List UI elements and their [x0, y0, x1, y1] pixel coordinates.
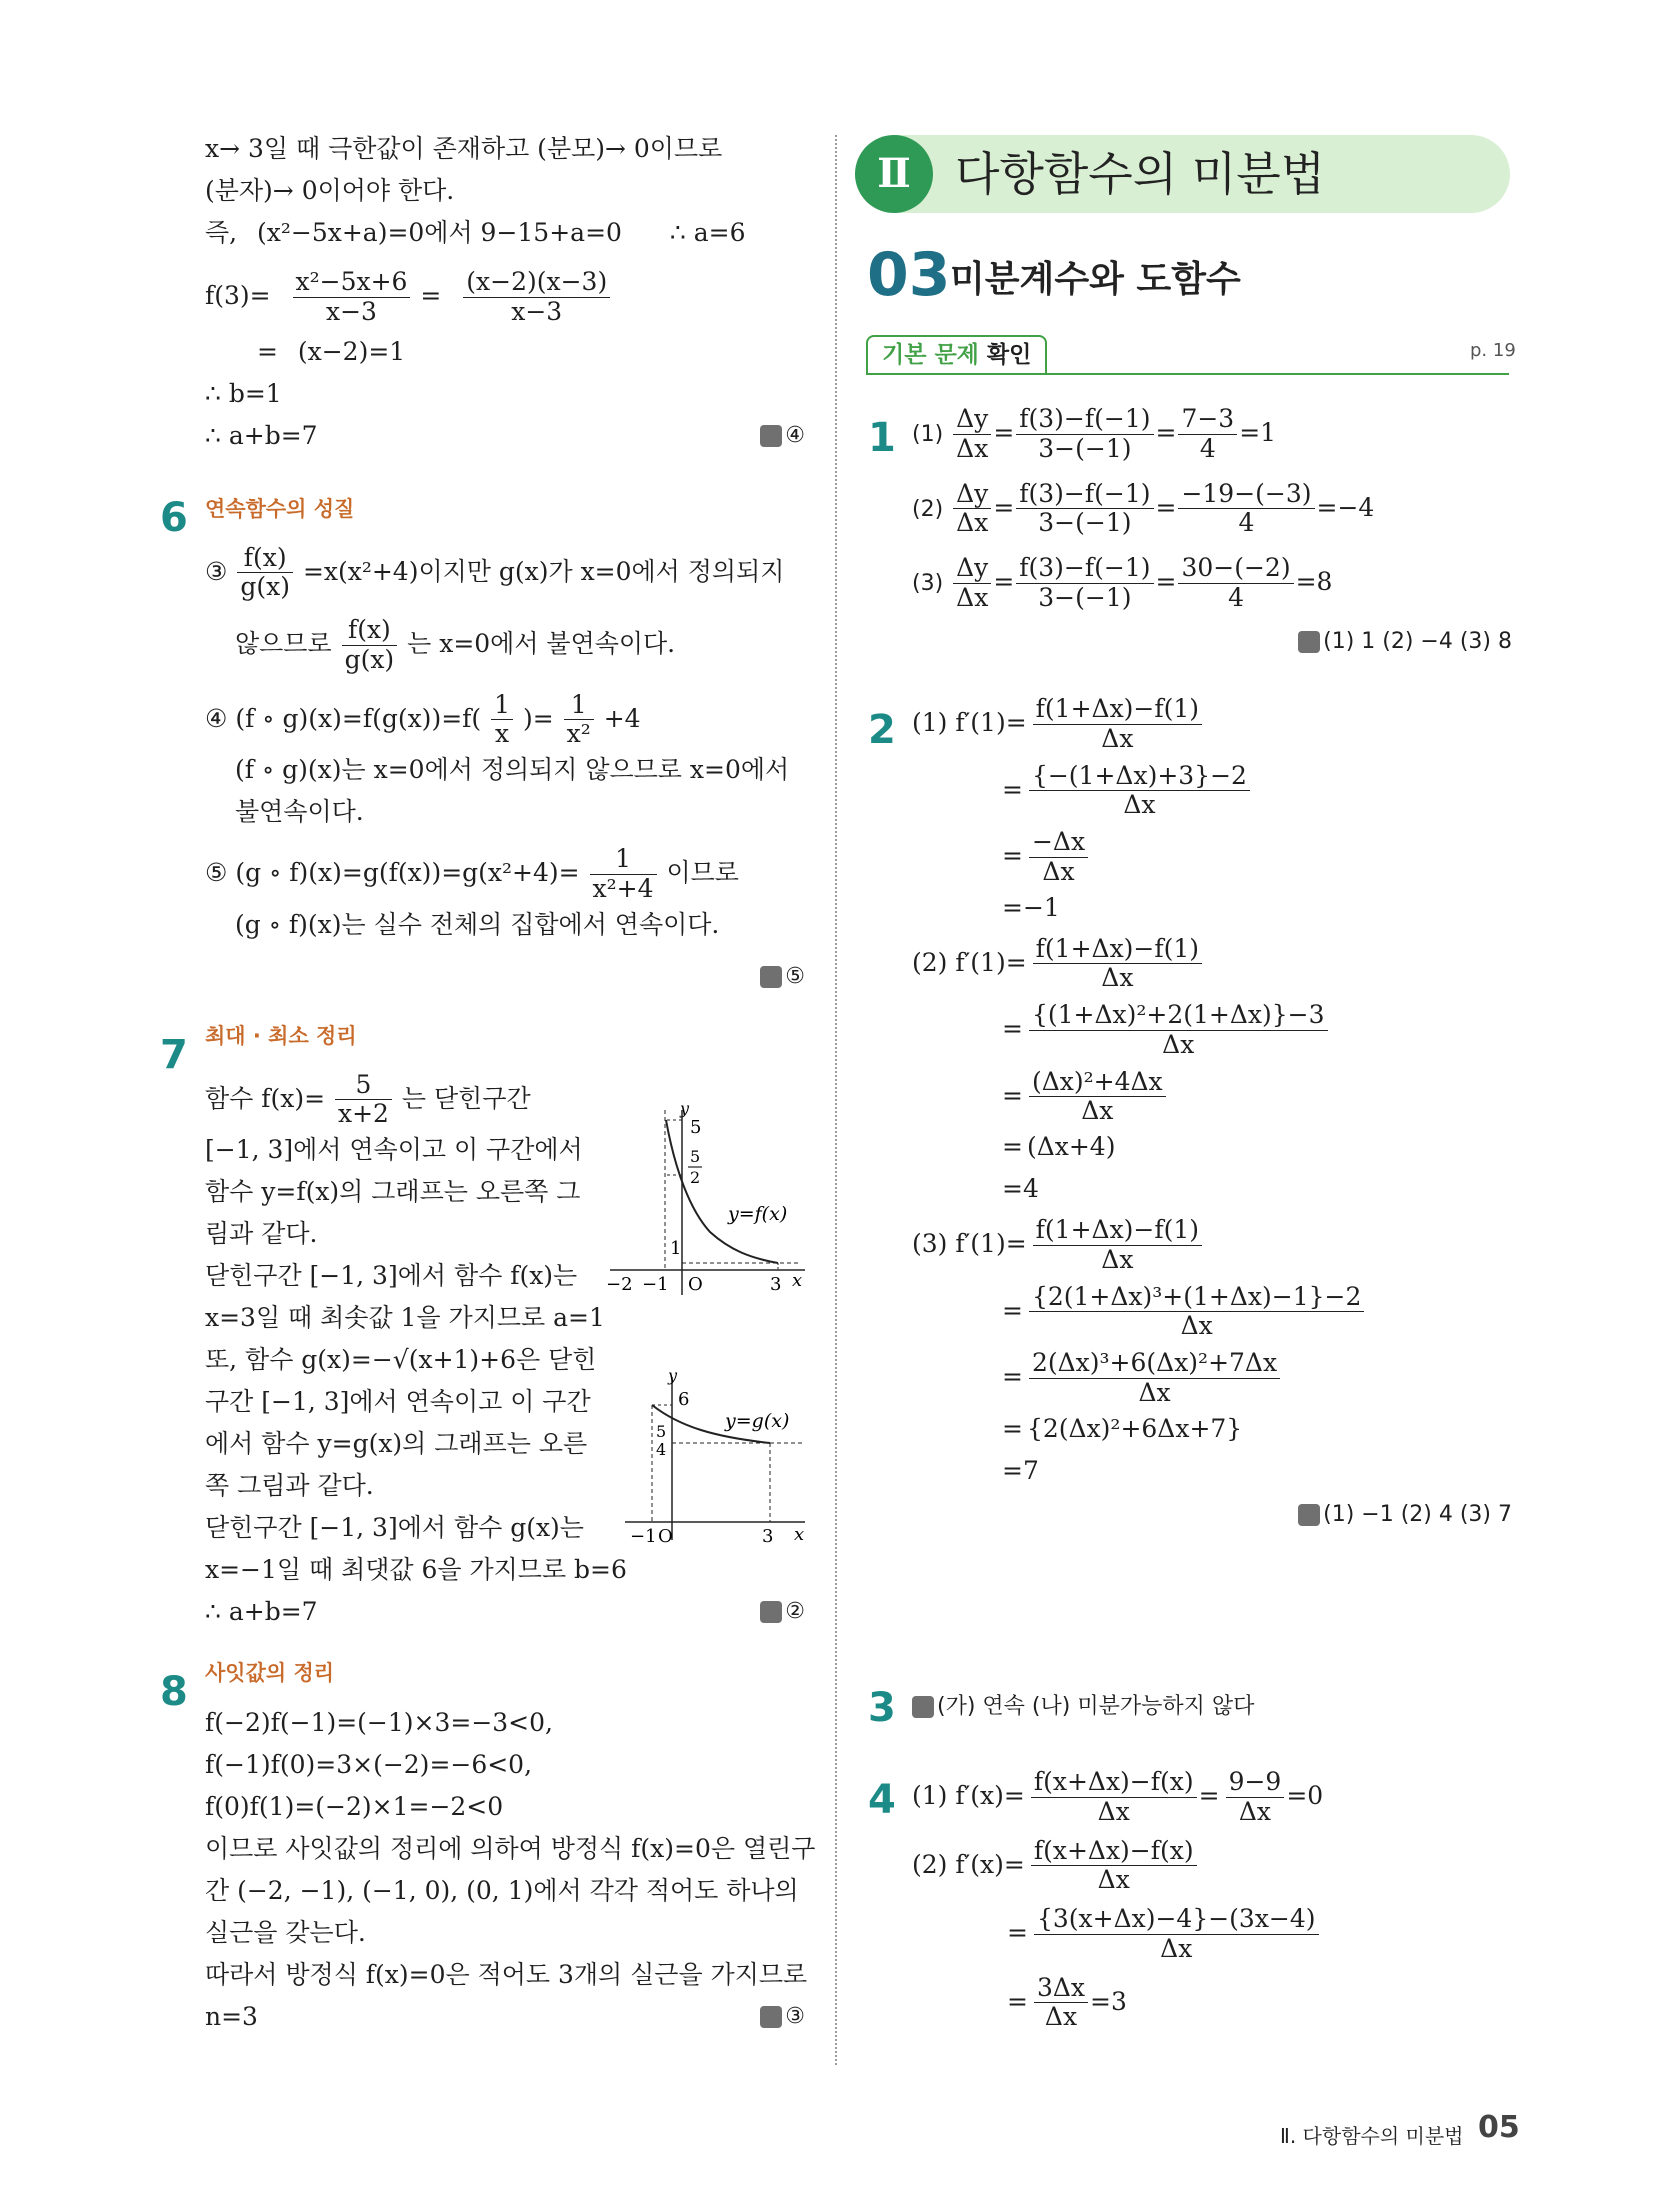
fraction: $\frac{f(x+\Delta x)-f(x)}{\Delta x}$	[1031, 1768, 1197, 1827]
fraction: $\frac{1}{\text{x²+4}}$	[590, 845, 657, 904]
p7-l6: x=3일 때 최솟값 1을 가지므로 a=1	[205, 1303, 605, 1332]
p2-b3: = $\frac{\text{(Δx)²+4Δx}}{\Delta x}$	[912, 1068, 1512, 1127]
fraction: $\frac{\Delta y}{\Delta x}$	[953, 480, 991, 539]
p7-l5: 닫힌구간 [−1, 3]에서 함수 f(x)는	[205, 1261, 578, 1290]
p6-c5: ⑤ (g ∘ f)(x)=g(f(x))=g(x²+4)= $\frac{1}{\text{x²+4}}$ 이므로	[205, 844, 739, 903]
fraction: $\frac{-19-(-3)}{4}$	[1178, 480, 1314, 539]
p4-a: (1) f′(x)= $\frac{f(x+\Delta x)-f(x)}{\Delta x}$ = $\frac{9-9}{\Delta x}$ =0	[912, 1767, 1324, 1826]
p2-c2: = $\frac{\text{\{2(1+Δx)³+(1+Δx)−1\}−2}}{\Delta x}$	[912, 1283, 1512, 1342]
y-label: y	[680, 1100, 690, 1118]
p5-prefix: 즉,	[205, 218, 238, 247]
p7-l1: 함수 f(x)= $\frac{5}{x+2}$ 는 닫힌구간	[205, 1069, 531, 1129]
p1-r3: (3) $\frac{\Delta y}{\Delta x}$ = $\frac{f(3)-f(-1)}{3-(-1)}$ = $\frac{30-(-2)}{4}$ =8	[912, 553, 1333, 612]
p5-line3	[205, 212, 805, 254]
answer-8: ③	[760, 1996, 805, 2038]
badge-part2: 확인	[986, 342, 1032, 368]
tick-3: 3	[770, 1274, 782, 1295]
basic-problem-badge	[866, 335, 1047, 373]
fraction: $\frac{\Delta y}{\Delta x}$	[953, 554, 991, 613]
p7-l8: 구간 [−1, 3]에서 연속이고 이 구간	[205, 1387, 591, 1416]
chapter-number: Ⅱ	[855, 135, 933, 213]
tick-minus-1: −1	[630, 1526, 657, 1547]
answer-6: ⑤	[205, 954, 805, 998]
p8-title: 사잇값의 정리	[205, 1661, 335, 1685]
p3-answer: (가) 연속 (나) 미분가능하지 않다	[912, 1684, 1512, 1728]
answer-icon	[760, 2006, 782, 2028]
fraction: $\frac{f(x)}{g(x)}$	[342, 616, 398, 675]
tick-4: 4	[656, 1440, 667, 1459]
p2-b1: (2) f′(1)= $\frac{f(1+\Delta x)-f(1)}{\Delta x}$	[912, 935, 1512, 994]
problem-number-3: 3	[868, 1685, 896, 1731]
tick-1: 1	[670, 1238, 682, 1259]
graph-f	[600, 1100, 810, 1300]
fraction: $\frac{f(3)-f(-1)}{3-(-1)}$	[1016, 554, 1153, 613]
p4-b1: (2) f′(x)= $\frac{f(x+\Delta x)-f(x)}{\Delta x}$	[912, 1837, 1512, 1896]
problem-number-4: 4	[868, 1777, 896, 1823]
fraction: $\frac{1}{\text{x²}}$	[564, 691, 594, 750]
p4-b2: = $\frac{\{3(x+\Delta x)-4\}-(3x-4)}{\Delta x}$	[912, 1905, 1512, 1964]
tick-3: 3	[762, 1526, 774, 1547]
p2-c1: (3) f′(1)= $\frac{f(1+\Delta x)-f(1)}{\Delta x}$	[912, 1216, 1512, 1275]
p7-l12: x=−1일 때 최댓값 6을 가지므로 b=6	[205, 1555, 627, 1584]
p7-l2: [−1, 3]에서 연속이고 이 구간에서	[205, 1135, 583, 1164]
answer-5: ④	[760, 415, 805, 457]
tick-5-2-den: 2	[690, 1168, 701, 1187]
curve-label-f: y=f(x)	[728, 1203, 788, 1225]
answer-icon	[912, 1696, 934, 1718]
fraction: $\frac{f(3)-f(-1)}{3-(-1)}$	[1016, 405, 1153, 464]
x-label: x	[794, 1524, 805, 1545]
p5-ab: ∴ a+b=7 ④	[205, 415, 805, 457]
footer-chapter: Ⅱ. 다항함수의 미분법	[1280, 2124, 1464, 2148]
problem-number-2: 2	[868, 707, 896, 753]
page-number: 05	[1478, 2110, 1520, 2145]
tick-minus-1: −1	[642, 1274, 669, 1295]
p5-line2: (분자)→ 0이어야 한다.	[205, 176, 455, 205]
problem-2	[912, 695, 1512, 1536]
p6-c4e: (f ∘ g)(x)는 x=0에서 정의되지 않으므로 x=0에서	[235, 755, 790, 784]
chapter-title: 다항함수의 미분법	[955, 147, 1326, 201]
p2-b4: = (Δx+4)	[1002, 1132, 1116, 1161]
fraction: $\frac{\text{(Δx)²+4Δx}}{\Delta x}$	[1029, 1068, 1166, 1127]
problem-number-1: 1	[868, 415, 896, 461]
fraction: $\frac{-\Delta x}{\Delta x}$	[1029, 828, 1088, 887]
fraction: $\frac{\text{x²−5x+6}}{x-3}$	[293, 268, 411, 327]
answer-icon	[760, 425, 782, 447]
p6-c3: ③ $\frac{f(x)}{g(x)}$ =x(x²+4)이지만 g(x)가 x=0에서 정의되지	[205, 542, 785, 602]
p1-r1: (1) $\frac{\Delta y}{\Delta x}$ = $\frac{f(3)-f(-1)}{3-(-1)}$ = $\frac{7-3}{4}$ =1	[912, 404, 1277, 463]
p6-c4: ④ (f ∘ g)(x)=f(g(x))=f( $\frac{1}{x}$ )= $\frac{1}{\text{x²}}$ +4	[205, 689, 641, 749]
fraction: $\frac{\{3(x+\Delta x)-4\}-(3x-4)}{\Delta x}$	[1034, 1905, 1319, 1964]
fraction: $\frac{f(1+\Delta x)-f(1)}{\Delta x}$	[1033, 935, 1202, 994]
p7-l10: 쪽 그림과 같다.	[205, 1471, 374, 1500]
p7-header	[205, 1014, 805, 1057]
curve-label-g: y=g(x)	[725, 1410, 790, 1432]
p7-l11: 닫힌구간 [−1, 3]에서 함수 g(x)는	[205, 1513, 584, 1542]
left-column	[205, 128, 816, 2038]
p7-l4: 림과 같다.	[205, 1219, 318, 1248]
p5-eq: (x²−5x+a)=0에서 9−15+a=0	[257, 218, 622, 247]
answer-icon	[760, 966, 782, 988]
problem-number-7: 7	[160, 1032, 188, 1078]
answer-icon	[1298, 1504, 1320, 1526]
p2-a1: (1) f′(1)= $\frac{f(1+\Delta x)-f(1)}{\Delta x}$	[912, 695, 1512, 754]
fraction: $\frac{f(x+\Delta x)-f(x)}{\Delta x}$	[1031, 1837, 1197, 1896]
p8-l4: 이므로 사잇값의 정리에 의하여 방정식 f(x)=0은 열린구	[205, 1834, 816, 1863]
problem-1	[912, 405, 1512, 663]
p2-b2: = $\frac{\text{\{(1+Δx)²+2(1+Δx)\}−3}}{\Delta x}$	[912, 1001, 1512, 1060]
p2-c3: = $\frac{\text{2(Δx)³+6(Δx)²+7Δx}}{\Delta x}$	[912, 1349, 1512, 1408]
p8-l2: f(−1)f(0)=3×(−2)=−6<0,	[205, 1750, 533, 1779]
tick-5: 5	[656, 1422, 667, 1441]
p7-l7: 또, 함수 g(x)=−√(x+1)+6은 닫힌	[205, 1345, 597, 1374]
page-reference: p. 19	[1470, 340, 1516, 361]
p5-line4: f(3)= $\frac{\text{x²−5x+6}}{x-3}$ = $\frac{(x-2)(x-3)}{x-3}$	[205, 268, 805, 327]
problem-4	[912, 1768, 1512, 2032]
p7-l13: ∴ a+b=7 ②	[205, 1591, 805, 1633]
tick-5: 5	[690, 1117, 702, 1138]
fraction: $\frac{5}{x+2}$	[335, 1071, 392, 1130]
y-label: y	[668, 1366, 678, 1385]
p8-l3: f(0)f(1)=(−2)×1=−2<0	[205, 1792, 504, 1821]
p6-title: 연속함수의 성질	[205, 496, 355, 521]
fraction: $\frac{f(3)-f(-1)}{3-(-1)}$	[1016, 480, 1153, 539]
p6-c3b: 않으므로 $\frac{f(x)}{g(x)}$ 는 x=0에서 불연속이다.	[235, 615, 676, 674]
fraction: $\frac{3\Delta x}{\Delta x}$	[1034, 1974, 1088, 2033]
problem-number-8: 8	[160, 1669, 188, 1715]
p4-b3: = $\frac{3\Delta x}{\Delta x}$ =3	[1007, 1972, 1127, 2032]
fraction: $\frac{f(1+\Delta x)-f(1)}{\Delta x}$	[1033, 695, 1202, 754]
fraction: $\frac{30-(-2)}{4}$	[1178, 554, 1293, 613]
fraction: $\frac{7-3}{4}$	[1178, 405, 1237, 464]
answer-2: (1) −1 (2) 4 (3) 7	[912, 1492, 1512, 1536]
problem-3	[912, 1684, 1512, 1728]
fraction: $\frac{\text{\{(1+Δx)²+2(1+Δx)\}−3}}{\Delta x}$	[1029, 1001, 1328, 1060]
p7-title: 최대 · 최소 정리	[205, 1023, 357, 1048]
fraction: $\frac{\Delta y}{\Delta x}$	[953, 405, 991, 464]
p6-c4f: 불연속이다.	[235, 797, 364, 826]
p8-l1: f(−2)f(−1)=(−1)×3=−3<0,	[205, 1708, 553, 1737]
origin: O	[658, 1526, 673, 1547]
p2-c5: =7	[1002, 1455, 1039, 1485]
p2-a3: = $\frac{-\Delta x}{\Delta x}$	[912, 828, 1512, 887]
column-divider	[835, 135, 837, 2065]
section-rule	[866, 373, 1509, 375]
tick-5-2-num: 5	[690, 1147, 701, 1166]
fraction: $\frac{\{-(1+\Delta x)+3\}-2}{\Delta x}$	[1029, 762, 1250, 821]
p7-l9: 에서 함수 y=g(x)의 그래프는 오른	[205, 1429, 588, 1458]
x-label: x	[792, 1270, 803, 1291]
p2-b5: =4	[1002, 1174, 1039, 1203]
p6-header	[205, 487, 805, 530]
section-title: 미분계수와 도함수	[950, 259, 1241, 300]
p8-l6: 실근을 갖는다.	[205, 1918, 366, 1947]
graph-g	[610, 1365, 810, 1550]
p8-l7: 따라서 방정식 f(x)=0은 적어도 3개의 실근을 가지므로	[205, 1960, 808, 1989]
p2-a2: = $\frac{\{-(1+\Delta x)+3\}-2}{\Delta x}$	[912, 762, 1512, 821]
p7-l3: 함수 y=f(x)의 그래프는 오른쪽 그	[205, 1177, 581, 1206]
answer-icon	[760, 1601, 782, 1623]
badge-part1: 기본 문제	[882, 342, 979, 368]
tick-minus-2: −2	[606, 1274, 633, 1295]
origin: O	[688, 1274, 703, 1295]
p1-r2: (2) $\frac{\Delta y}{\Delta x}$ = $\frac{f(3)-f(-1)}{3-(-1)}$ = $\frac{-19-(-3)}{4}$ =−4	[912, 478, 1375, 538]
fraction: $\frac{9-9}{\Delta x}$	[1226, 1768, 1285, 1827]
p8-header	[205, 1651, 805, 1694]
fraction: $\frac{f(x)}{g(x)}$	[237, 544, 293, 603]
p5-b: ∴ b=1	[205, 378, 282, 408]
problem-number-6: 6	[160, 495, 188, 541]
fraction: $\frac{1}{x}$	[491, 691, 513, 750]
p2-c4: = {2(Δx)²+6Δx+7}	[1002, 1413, 1243, 1443]
fraction: $\frac{\text{\{2(1+Δx)³+(1+Δx)−1\}−2}}{\Delta x}$	[1029, 1283, 1364, 1342]
p8-l5: 간 (−2, −1), (−1, 0), (0, 1)에서 각각 적어도 하나의	[205, 1876, 799, 1905]
curve-f	[666, 1120, 778, 1263]
fraction: $\frac{\text{2(Δx)³+6(Δx)²+7Δx}}{\Delta x}$	[1029, 1349, 1280, 1408]
fraction: $\frac{(x-2)(x-3)}{x-3}$	[463, 268, 610, 327]
answer-1: (1) 1 (2) −4 (3) 8	[912, 619, 1512, 663]
section-number: 03	[867, 240, 951, 310]
p6-c5c: (g ∘ f)(x)는 실수 전체의 집합에서 연속이다.	[235, 909, 720, 939]
answer-7: ②	[760, 1591, 805, 1633]
tick-6: 6	[678, 1389, 690, 1410]
p5-line1: x→ 3일 때 극한값이 존재하고 (분모)→ 0이므로	[205, 134, 723, 163]
p8-l8: n=3 ③	[205, 1996, 805, 2038]
answer-icon	[1298, 631, 1320, 653]
p5-a: ∴ a=6	[669, 218, 746, 247]
p5-line5: = (x−2)=1	[257, 336, 406, 366]
fraction: $\frac{f(1+\Delta x)-f(1)}{\Delta x}$	[1033, 1216, 1202, 1275]
p2-a4: =−1	[1002, 892, 1060, 922]
